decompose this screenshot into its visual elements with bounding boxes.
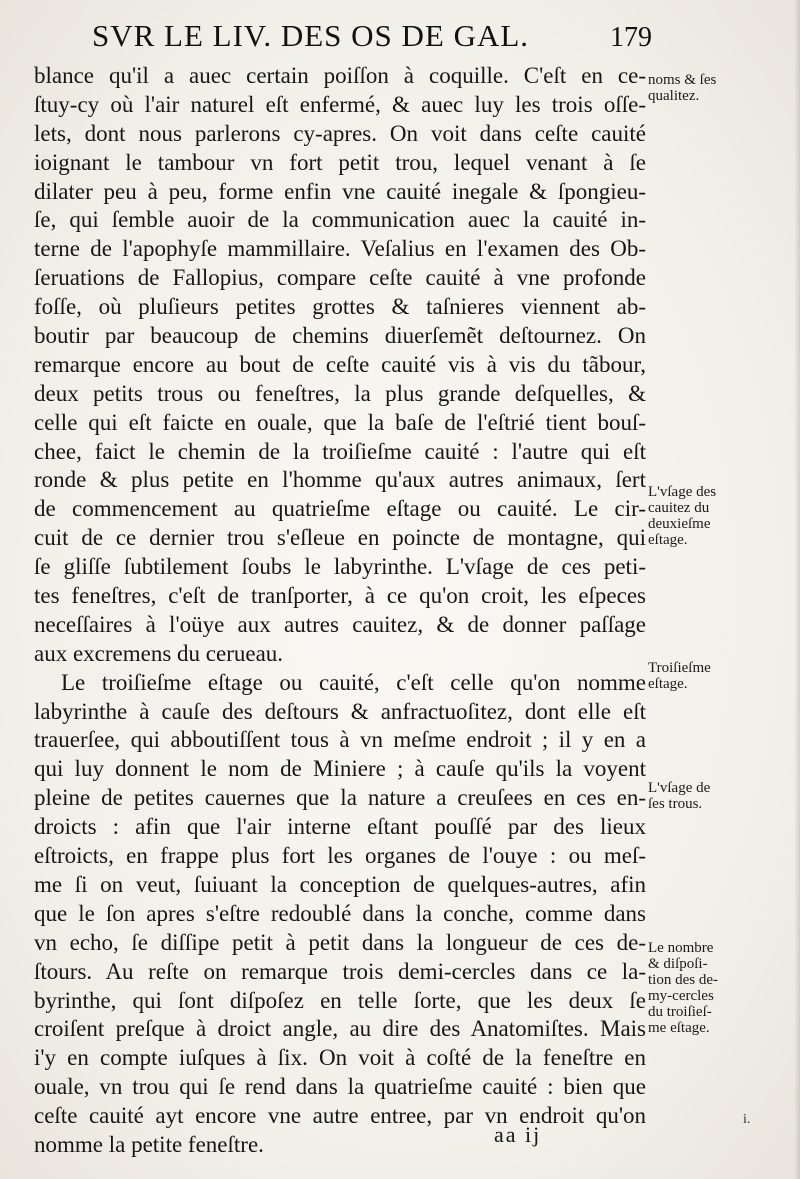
text-line: byrinthe, qui ſont diſpoſez en telle ſorte, que les deux ſe xyxy=(34,987,646,1013)
margin-note-usage-holes xyxy=(648,780,798,812)
margin-note-third-stage xyxy=(648,660,798,692)
text-line: ioignant le tambour vn fort petit trou, lequel venant à ſe xyxy=(34,149,646,175)
text-line: deux petits trous ou feneſtres, la plus grande deſquelles, & xyxy=(34,380,646,406)
text-line: vn echo, ſe diſſipe petit à petit dans la longueur de ces de- xyxy=(34,929,646,955)
text-line: ronde & plus petite en l'homme qu'aux autres animaux, ſert xyxy=(34,467,646,493)
running-title: SVR LE LIV. DES OS DE GAL. xyxy=(92,18,530,53)
text-line: remarque encore au bout de ceſte cauité vis à vis du tãbour, xyxy=(34,351,646,377)
text-line: blance qu'il a auec certain poiſſon à coquille. C'eſt en ce- xyxy=(34,63,646,88)
margin-note-line: Le nombre xyxy=(648,940,714,956)
margin-note-line: Troiſieſme xyxy=(648,660,711,676)
margin-note-semicircles xyxy=(648,940,798,1036)
margin-note-line: eſtage. xyxy=(648,532,688,548)
page-edge-shadow xyxy=(794,0,800,1179)
text-line: droicts : afin que l'air interne eſtant pouſſé par des lieux xyxy=(34,814,646,840)
margin-note-line: qualitez. xyxy=(648,88,700,104)
text-line: de commencement au quatrieſme eſtage ou cauité. Le cir- xyxy=(34,496,646,522)
text-line: que le ſon apres s'eſtre redoublé dans la conche, comme dans xyxy=(34,900,646,926)
text-line: ouale, vn trou qui ſe rend dans la quatrieſme cauité : bien que xyxy=(34,1074,646,1100)
text-line: ſtours. Au reſte on remarque trois demi-cercles dans ce la- xyxy=(34,958,646,984)
text-line: trauerſee, qui abboutiſſent tous à vn meſme endroit ; il y en a xyxy=(34,727,646,753)
margin-note-line: cauitez du xyxy=(648,500,710,516)
main-text-block xyxy=(34,62,646,1160)
corner-mark: i. xyxy=(743,1112,751,1127)
margin-note-usage-cavities xyxy=(648,484,798,548)
page-number: 179 xyxy=(610,22,652,53)
text-line: terne de l'apophyſe mammillaire. Veſalius en l'examen des Ob- xyxy=(34,236,646,262)
text-line: chee, faict le chemin de la troiſieſme cauité : l'autre qui eſt xyxy=(34,438,646,464)
text-line: aux excremens du cerueau. xyxy=(34,640,284,666)
text-line: dilater peu à peu, forme enfin vne cauité inegale & ſpongieu- xyxy=(34,178,646,204)
margin-note-line: eſtage. xyxy=(648,676,688,692)
text-line: celle qui eſt faicte en ouale, que la baſe de l'eſtrié tient bouſ- xyxy=(34,409,646,435)
text-line: Le troiſieſme eſtage ou cauité, c'eſt celle qu'on nomme xyxy=(61,669,646,695)
text-line: ſtuy-cy où l'air naturel eſt enfermé, & auec luy les trois oſſe- xyxy=(34,91,646,117)
text-line: qui luy donnent le nom de Miniere ; à cauſe qu'ils la voyent xyxy=(34,756,646,782)
margin-note-line: du troiſieſ- xyxy=(648,1004,712,1020)
text-line: neceſſaires à l'oüye aux autres cauitez, & de donner paſſage xyxy=(34,611,646,637)
text-line: cuit de ce dernier trou s'eſleue en poincte de montagne, qui xyxy=(34,525,646,551)
margin-note-line: deuxieſme xyxy=(648,516,711,532)
text-line: lets, dont nous parlerons cy-apres. On voit dans ceſte cauité xyxy=(34,120,646,146)
margin-note-line: ſes trous. xyxy=(648,796,703,812)
text-line: boutir par beaucoup de chemins diuerſemẽt deſtournez. On xyxy=(34,323,646,349)
text-line: pleine de petites cauernes que la nature a creuſees en ces en- xyxy=(34,785,646,811)
text-line: ſeruations de Fallopius, compare ceſte cauité à vne profonde xyxy=(34,265,646,291)
text-line: ceſte cauité ayt encore vne autre entree, par vn endroit qu'on xyxy=(34,1103,646,1129)
margin-note-line: my-cercles xyxy=(648,988,714,1004)
margin-note-line: L'vſage de xyxy=(648,780,711,796)
text-line: foſſe, où pluſieurs petites grottes & taſnieres viennent ab- xyxy=(34,294,646,320)
text-line: me ſi on veut, ſuiuant la conception de quelques-autres, afin xyxy=(34,871,646,897)
margin-note-line: L'vſage des xyxy=(648,484,717,500)
margin-note-line: me eſtage. xyxy=(648,1020,710,1036)
text-line: ſe, qui ſemble auoir de la communication auec la cauité in- xyxy=(34,207,646,233)
margin-note-line: tion des de- xyxy=(648,972,718,988)
signature-mark: aa ij xyxy=(494,1122,542,1147)
margin-note-line: & diſpoſi- xyxy=(648,956,708,972)
running-head xyxy=(92,18,652,64)
text-line: ſe gliſſe ſubtilement ſoubs le labyrinthe. L'vſage de ces peti- xyxy=(34,554,646,580)
text-line: croiſent preſque à droict angle, au dire des Anatomiſtes. Mais xyxy=(34,1016,646,1042)
margin-note-names xyxy=(648,72,798,104)
text-line: nomme la petite feneſtre. xyxy=(34,1131,264,1157)
text-line: eſtroicts, en frappe plus fort les organes de l'ouye : ou meſ- xyxy=(34,843,646,869)
text-line: labyrinthe à cauſe des deſtours & anfractuoſitez, dont elle eſt xyxy=(34,698,646,724)
margin-note-line: noms & ſes xyxy=(648,72,717,88)
text-line: i'y en compte iuſques à ſix. On voit à coſté de la feneſtre en xyxy=(34,1045,646,1071)
text-line: tes feneſtres, c'eſt de tranſporter, à ce qu'on croit, les eſpeces xyxy=(34,583,646,609)
